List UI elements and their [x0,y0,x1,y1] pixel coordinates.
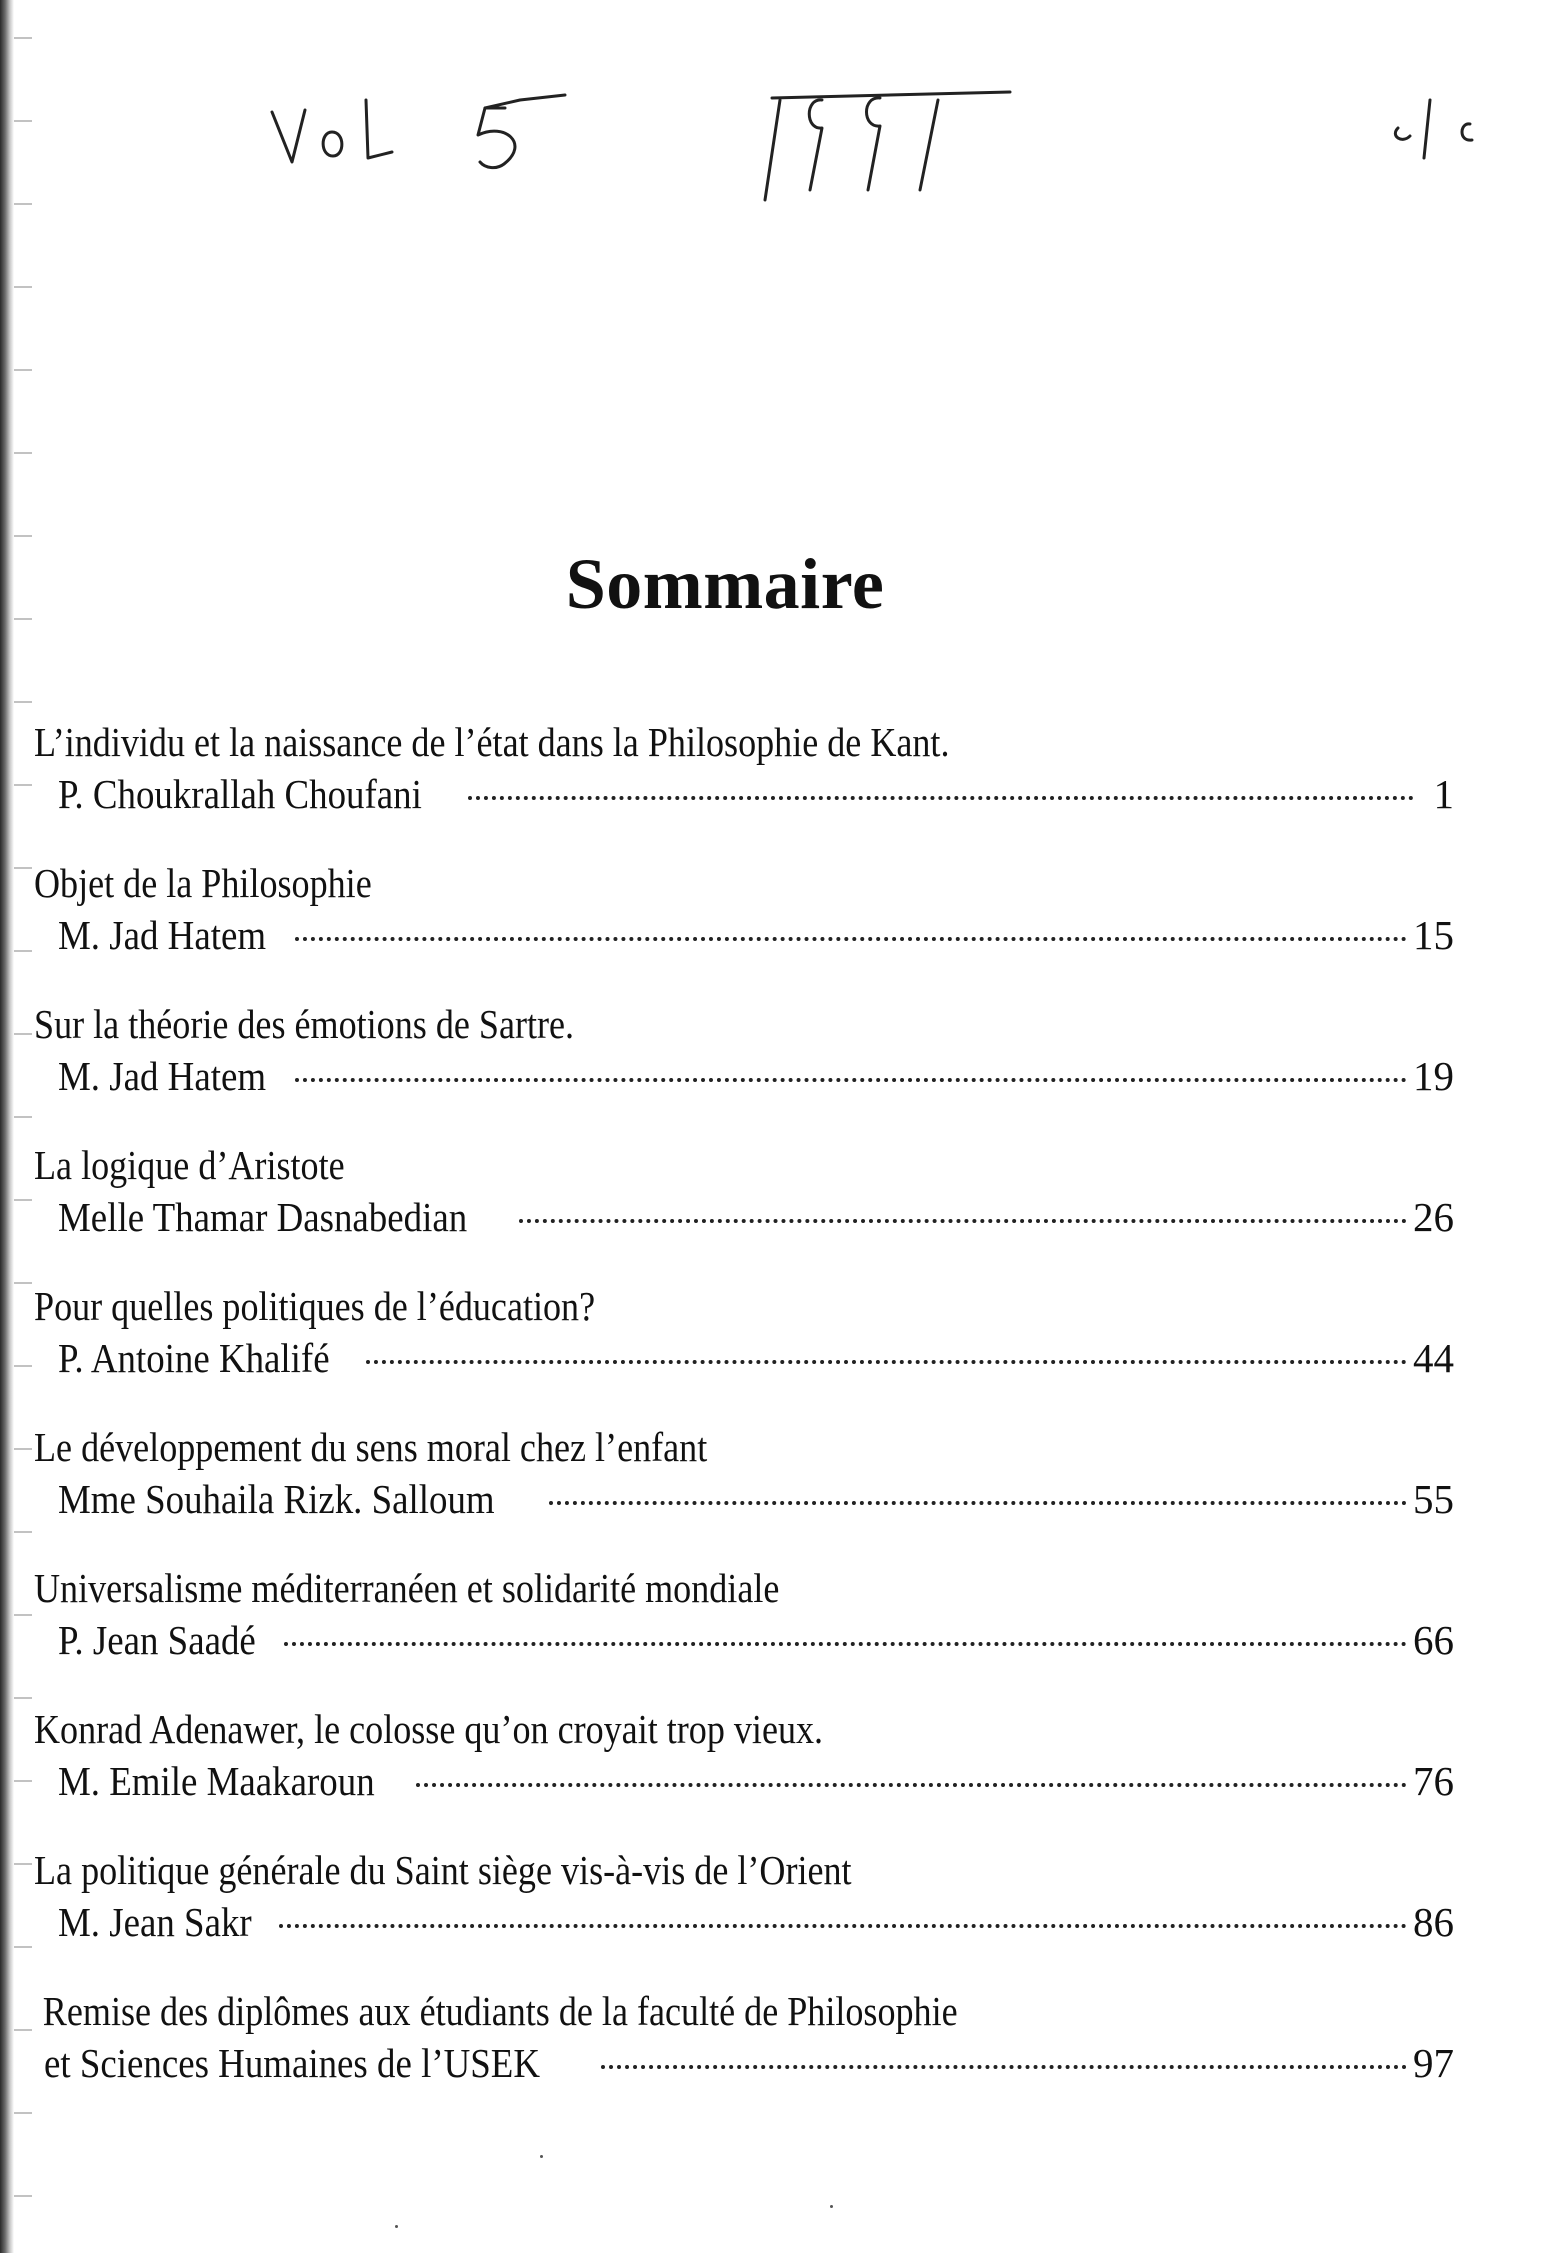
scan-noise [14,0,32,2253]
page-number: 86 [1413,1899,1454,1945]
entry-line [34,1755,1454,1807]
entry-author: M. Jad Hatem [58,1053,267,1099]
toc-entry [34,716,1454,857]
entry-line [34,1332,1454,1384]
page-number: 55 [1413,1476,1454,1522]
entry-title: L’individu et la naissance de l’état dans la Philosophie de Kant. [34,719,950,765]
page-number: 76 [1413,1758,1454,1804]
toc-entry [34,998,1454,1139]
handwritten-vol-year-mark [0,40,1541,220]
handwritten-annotation [0,40,1541,220]
page-number: 97 [1413,2040,1454,2086]
table-of-contents [34,716,1454,2126]
entry-line [34,1896,1454,1948]
toc-entry [34,1139,1454,1280]
entry-title: Sur la théorie des émotions de Sartre. [34,1001,575,1047]
entry-title: Universalisme méditerranéen et solidarité mondiale [34,1565,780,1611]
entry-line [34,1191,1454,1243]
entry-author: Melle Thamar Dasnabedian [58,1194,468,1240]
entry-title: Konrad Adenawer, le colosse qu’on croyait trop vieux. [34,1706,824,1752]
entry-title: Le développement du sens moral chez l’enfant [34,1424,708,1470]
dot-leader [519,1219,1407,1223]
toc-entry [34,857,1454,998]
entry-title: La politique générale du Saint siège vis-à-vis de l’Orient [34,1847,852,1893]
page-number: 19 [1413,1053,1454,1099]
entry-line [34,2037,1454,2089]
entry-author: M. Jean Sakr [58,1899,252,1945]
entry-line [34,909,1454,961]
scan-speck [540,2155,543,2158]
entry-line [34,1050,1454,1102]
entry-title: Pour quelles politiques de l’éducation? [34,1283,596,1329]
dot-leader [284,1642,1407,1646]
entry-author: P. Jean Saadé [58,1617,256,1663]
entry-author: Mme Souhaila Rizk. Salloum [58,1476,495,1522]
toc-entry [34,1703,1454,1844]
entry-author: M. Jad Hatem [58,912,267,958]
dot-leader [279,1924,1407,1928]
entry-title: Objet de la Philosophie [34,860,372,906]
page-title: Sommaire [565,544,885,625]
dot-leader [468,796,1414,800]
entry-title: Remise des diplômes aux étudiants de la faculté de Philosophie [42,1988,958,2034]
dot-leader [295,1078,1407,1082]
toc-entry [34,1421,1454,1562]
dot-leader [416,1783,1407,1787]
scan-speck [395,2225,398,2228]
page-number: 44 [1413,1335,1454,1381]
dot-leader [549,1501,1407,1505]
entry-line [34,1614,1454,1666]
entry-line [34,1473,1454,1525]
entry-line [34,768,1454,820]
scanned-page-edge [0,0,14,2253]
entry-author: M. Emile Maakaroun [58,1758,375,1804]
entry-author: P. Antoine Khalifé [58,1335,330,1381]
toc-entry [34,1562,1454,1703]
page-number: 66 [1413,1617,1454,1663]
dot-leader [601,2065,1407,2069]
dot-leader [366,1360,1407,1364]
toc-entry [34,1844,1454,1985]
entry-author: et Sciences Humaines de l’USEK [44,2040,540,2086]
page-number: 26 [1413,1194,1454,1240]
page-number: 15 [1413,912,1454,958]
toc-entry [34,1280,1454,1421]
page-number: 1 [1433,771,1454,817]
toc-entry [34,1985,1454,2126]
dot-leader [295,937,1407,941]
scan-speck [830,2205,833,2208]
entry-author: P. Choukrallah Choufani [58,771,422,817]
entry-title: La logique d’Aristote [34,1142,345,1188]
